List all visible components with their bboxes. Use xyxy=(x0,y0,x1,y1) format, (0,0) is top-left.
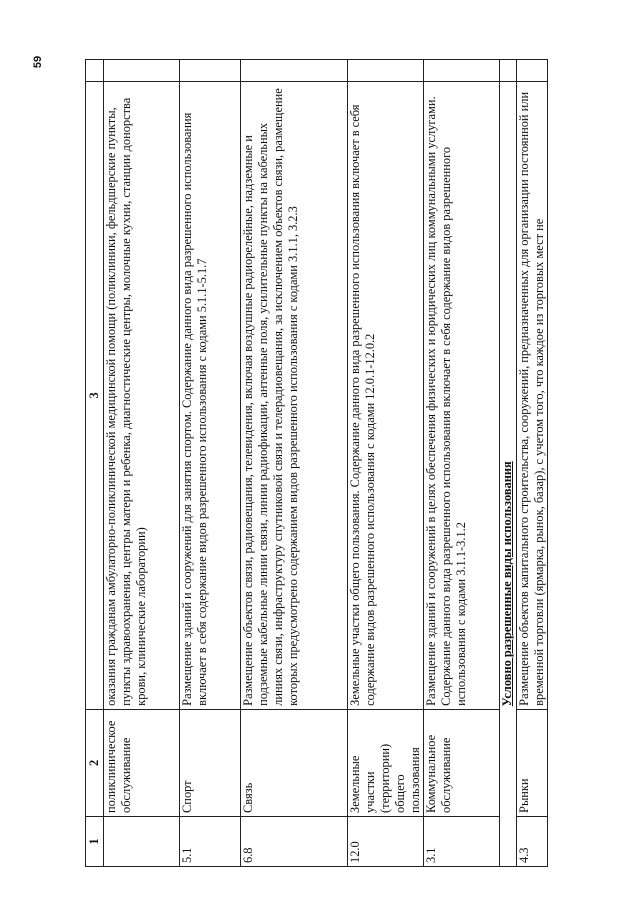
row-description: Земельные участки общего пользования. Содержание данного вида разрешенного использования включает в себя содержание видов разрешенного использования с кодами 12.0.1-12.0.2 xyxy=(348,82,424,710)
section-extra xyxy=(500,60,517,82)
header-col-4 xyxy=(86,60,104,82)
row-description: Размещение объектов связи, радиовещания, телевидения, включая воздушные радиорелейные, надземные и подземные кабельные линии связи, линии радиофикации, антенные поля, усилительные пункты на кабельных линиях связи, инфраструктуру спутниковой связи и телерадиовещания, за исключением объектов связи, размещение которых предусмотрено содержанием видов разрешенного использования с кодами 3.1.1, 3.2.3 xyxy=(241,82,348,710)
row-code: 3.1 xyxy=(424,816,500,866)
row-extra xyxy=(424,60,500,82)
header-col-3: 3 xyxy=(86,82,104,710)
row-extra xyxy=(104,60,180,82)
table-row xyxy=(424,60,500,867)
section-row xyxy=(500,60,517,867)
row-name: Коммунальное обслуживание xyxy=(424,709,500,816)
row-extra xyxy=(180,60,241,82)
row-code xyxy=(104,816,180,866)
row-extra xyxy=(241,60,348,82)
row-name: Связь xyxy=(241,709,348,816)
row-description: оказания гражданам амбулаторно-поликлинической медицинской помощи (поликлиники, фельдшерские пункты, пункты здравоохранения, центры матери и ребенка, диагностические центры, молочные кухни, станции донорства крови, клинические лаборатории) xyxy=(104,82,180,710)
row-description: Размещение зданий и сооружений в целях обеспечения физических и юридических лиц коммунальными услугами. Содержание данного вида разрешенного использования включает в себя содержание видов разрешенного использования с кодами 3.1.1-3.1.2 xyxy=(424,82,500,710)
section-title: Условно разрешенные виды использования xyxy=(500,82,517,710)
section-spacer xyxy=(500,709,517,816)
row-name: Рынки xyxy=(517,709,548,816)
land-use-table xyxy=(85,59,548,867)
section-spacer xyxy=(500,816,517,866)
table-row xyxy=(348,60,424,867)
table-row xyxy=(517,60,548,867)
row-name: Земельные участки (территории) общего пользования xyxy=(348,709,424,816)
row-extra xyxy=(348,60,424,82)
row-description: Размещение объектов капитального строительства, сооружений, предназначенных для организации постоянной или временной торговли (ярмарка, рынок, базар), с учетом того, что каждое из торговых мест не xyxy=(517,82,548,710)
table-row xyxy=(180,60,241,867)
row-extra xyxy=(517,60,548,82)
header-col-2: 2 xyxy=(86,709,104,816)
table-row xyxy=(104,60,180,867)
table-row xyxy=(241,60,348,867)
header-row xyxy=(86,60,104,867)
row-name: Спорт xyxy=(180,709,241,816)
row-name: поликлиническое обслуживание xyxy=(104,709,180,816)
row-code: 12.0 xyxy=(348,816,424,866)
header-col-1: 1 xyxy=(86,816,104,866)
page-number: 59 xyxy=(32,55,44,69)
row-code: 6.8 xyxy=(241,816,348,866)
rotated-page xyxy=(85,59,547,867)
row-code: 4.3 xyxy=(517,816,548,866)
row-code: 5.1 xyxy=(180,816,241,866)
row-description: Размещение зданий и сооружений для занятия спортом. Содержание данного вида разрешенного использования включает в себя содержание видов разрешенного использования с кодами 5.1.1-5.1.7 xyxy=(180,82,241,710)
